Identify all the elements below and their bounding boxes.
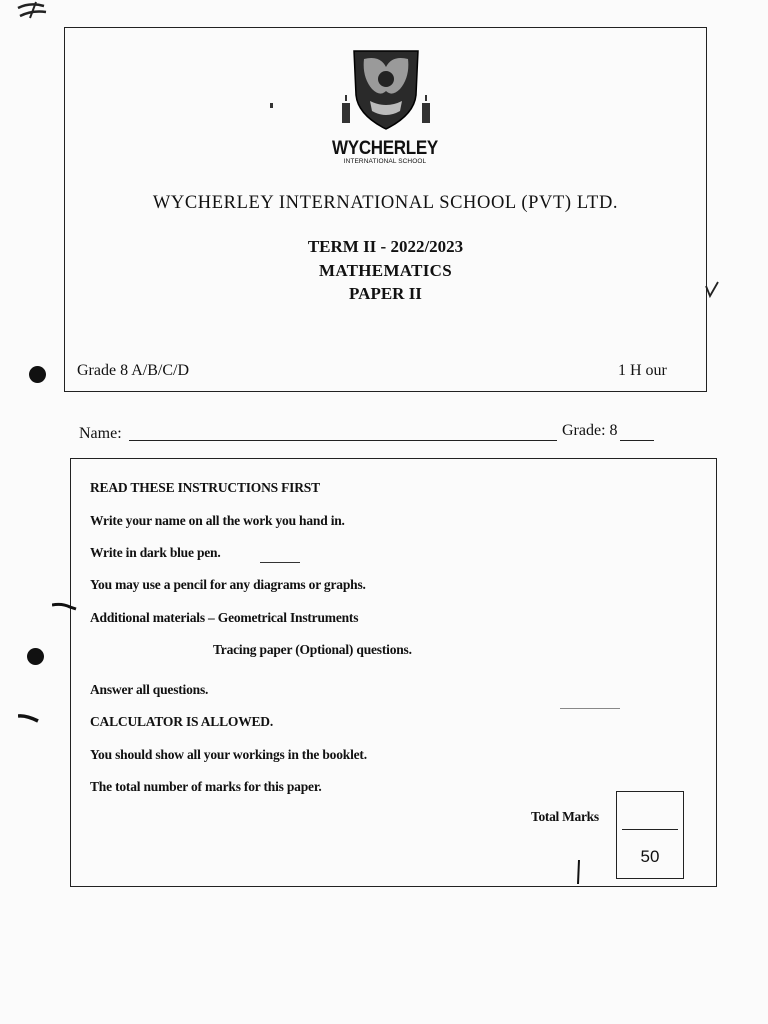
grade-label: Grade 8 A/B/C/D (77, 362, 189, 379)
corner-scribble (0, 0, 60, 45)
name-field-line[interactable] (129, 440, 557, 441)
exam-term: TERM II - 2022/2023 (307, 237, 464, 256)
scan-speck (560, 708, 620, 709)
instructions-heading: READ THESE INSTRUCTIONS FIRST (90, 480, 320, 495)
margin-tick-mark (704, 280, 720, 307)
instruction-item: You may use a pencil for any diagrams or graphs. (90, 577, 366, 592)
instruction-item: Tracing paper (Optional) questions. (213, 642, 412, 657)
school-name: WYCHERLEY INTERNATIONAL SCHOOL (PVT) LTD. (152, 193, 619, 213)
instruction-item: Additional materials – Geometrical Instruments (90, 610, 359, 625)
grade-field-line[interactable] (620, 440, 654, 441)
instruction-item: The total number of marks for this paper. (90, 779, 322, 794)
instruction-item: CALCULATOR IS ALLOWED. (90, 714, 274, 729)
instruction-item: Write your name on all the work you hand in. (90, 513, 345, 528)
scan-speck (260, 562, 300, 563)
scan-speck (270, 103, 273, 108)
exam-duration: 1 H our (618, 362, 667, 379)
marks-divider (622, 829, 678, 830)
total-marks-label: Total Marks (531, 809, 599, 824)
instruction-item: You should show all your workings in the booklet. (90, 747, 367, 762)
name-label: Name: (79, 425, 122, 442)
margin-mark (52, 600, 78, 618)
instruction-item: Answer all questions. (90, 682, 209, 697)
punch-hole (27, 648, 44, 665)
logo-subtitle: INTERNATIONAL SCHOOL (343, 158, 427, 165)
pen-mark (575, 858, 583, 891)
exam-paper: PAPER II (349, 284, 422, 303)
school-crest-logo (340, 45, 432, 133)
grade-field-label: Grade: 8 (562, 422, 618, 439)
instruction-item: Write in dark blue pen. (90, 545, 221, 560)
punch-hole (29, 366, 46, 383)
exam-subject: MATHEMATICS (318, 261, 452, 280)
total-marks-value: 50 (640, 847, 660, 866)
margin-mark (18, 712, 40, 730)
logo-wordmark: WYCHERLEY (332, 136, 438, 159)
